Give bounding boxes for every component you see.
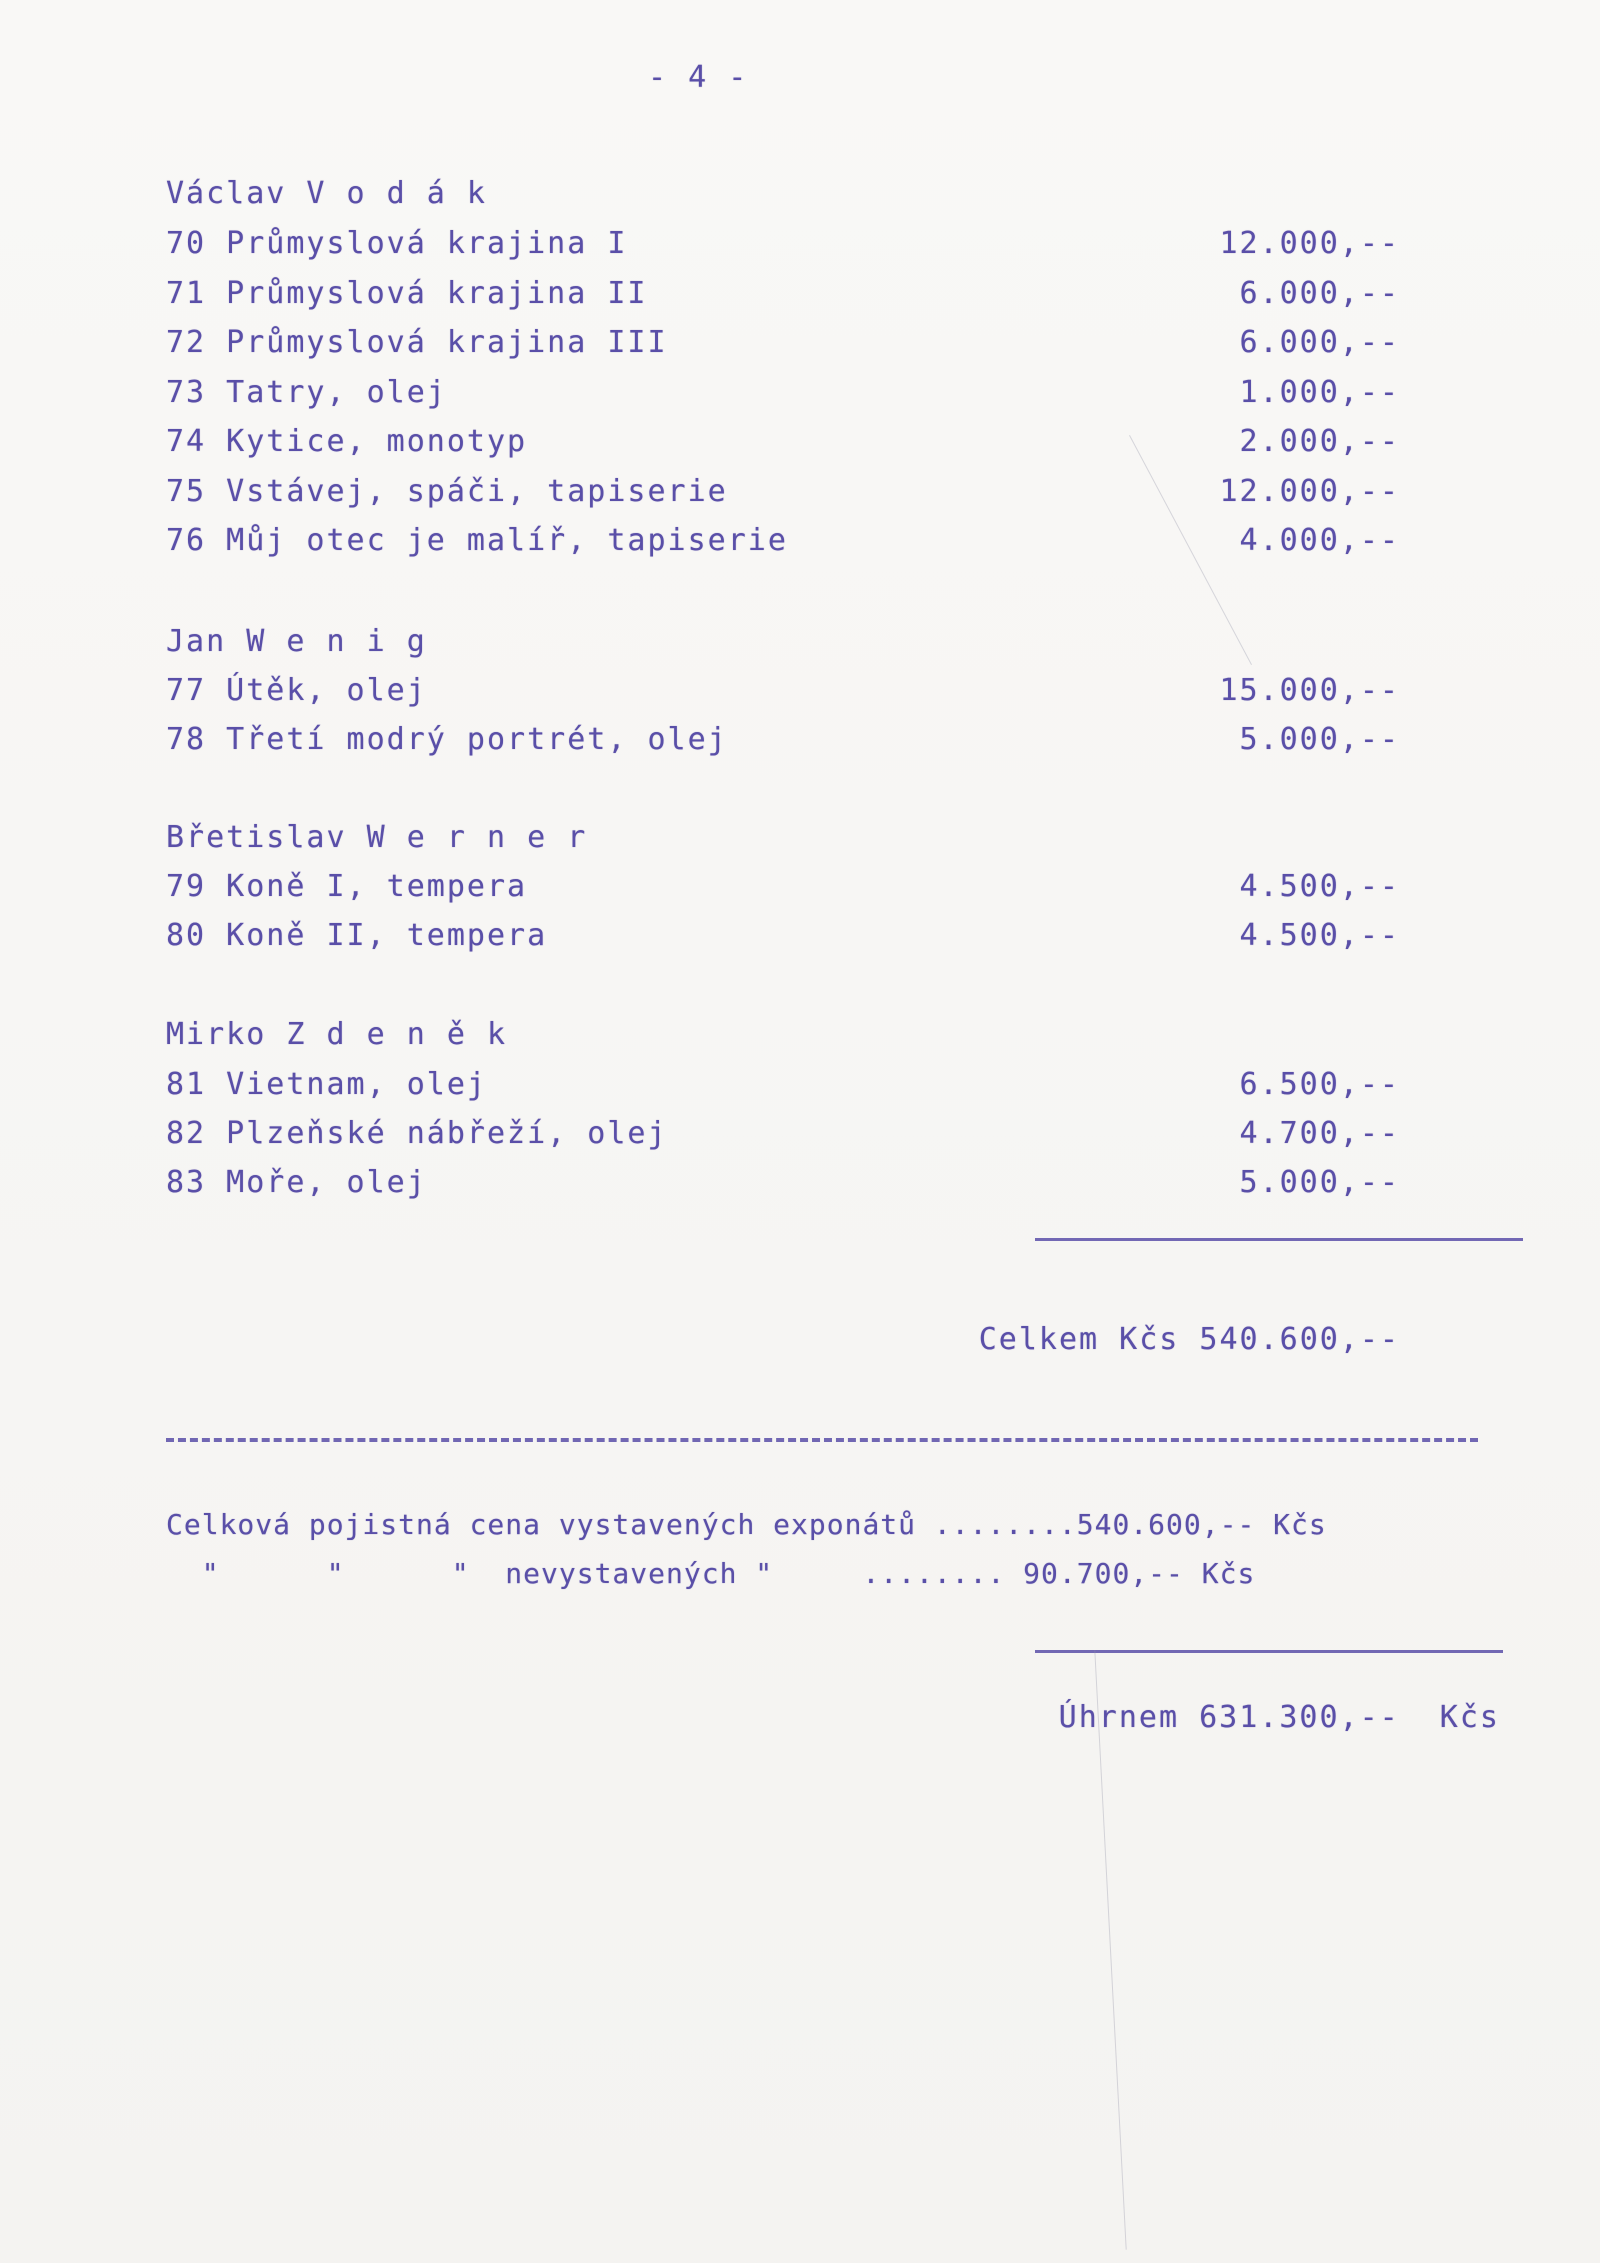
dashed-separator	[166, 1438, 1478, 1442]
subtotal: Celkem Kčs 540.600,--	[978, 1322, 1400, 1357]
grand-total-rule	[1035, 1650, 1503, 1653]
item-price: 6.500,--	[1239, 1067, 1400, 1102]
item-price: 5.000,--	[1239, 722, 1400, 757]
item-label: 79 Koně I, tempera	[166, 869, 528, 904]
grand-total: Úhrnem 631.300,-- Kčs	[1058, 1700, 1500, 1735]
item-label: 72 Průmyslová krajina III	[166, 325, 668, 360]
subtotal-rule	[1035, 1238, 1523, 1241]
item-price: 6.000,--	[1239, 276, 1400, 311]
summary-not-exhibited: " " " nevystavených " ........ 90.700,-- Kčs	[166, 1557, 1256, 1590]
item-label: 71 Průmyslová krajina II	[166, 276, 648, 311]
item-price: 4.700,--	[1239, 1116, 1400, 1151]
pencil-mark	[1094, 1650, 1126, 2249]
item-price: 4.500,--	[1239, 869, 1400, 904]
item-label: 73 Tatry, olej	[166, 375, 447, 410]
item-label: 77 Útěk, olej	[166, 673, 427, 708]
item-label: 82 Plzeňské nábřeží, olej	[166, 1116, 668, 1151]
artist-name: Břetislav W e r n e r	[166, 820, 588, 855]
artist-name: Václav V o d á k	[166, 176, 487, 211]
item-label: 75 Vstávej, spáči, tapiserie	[166, 474, 728, 509]
summary-exhibited: Celková pojistná cena vystavených exponátů ........540.600,-- Kčs	[166, 1508, 1327, 1541]
item-price: 15.000,--	[1219, 673, 1400, 708]
item-price: 4.000,--	[1239, 523, 1400, 558]
item-label: 81 Vietnam, olej	[166, 1067, 487, 1102]
artist-name: Jan W e n i g	[166, 624, 427, 659]
item-price: 12.000,--	[1219, 226, 1400, 261]
item-label: 83 Moře, olej	[166, 1165, 427, 1200]
item-label: 70 Průmyslová krajina I	[166, 226, 628, 261]
item-label: 78 Třetí modrý portrét, olej	[166, 722, 728, 757]
item-price: 6.000,--	[1239, 325, 1400, 360]
artist-name: Mirko Z d e n ě k	[166, 1017, 508, 1052]
item-label: 74 Kytice, monotyp	[166, 424, 528, 459]
item-price: 12.000,--	[1219, 474, 1400, 509]
item-label: 80 Koně II, tempera	[166, 918, 548, 953]
item-price: 2.000,--	[1239, 424, 1400, 459]
item-price: 5.000,--	[1239, 1165, 1400, 1200]
item-price: 4.500,--	[1239, 918, 1400, 953]
page-number: - 4 -	[648, 60, 749, 95]
item-price: 1.000,--	[1239, 375, 1400, 410]
item-label: 76 Můj otec je malíř, tapiserie	[166, 523, 788, 558]
